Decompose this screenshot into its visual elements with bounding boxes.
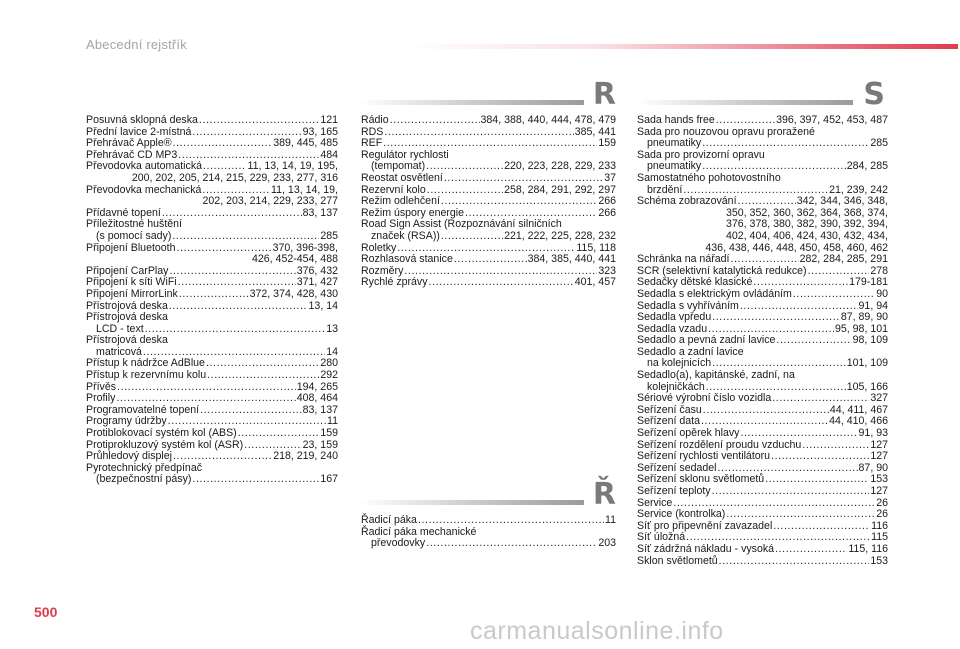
entry-pages: 159: [320, 427, 338, 440]
entry-pages: 278: [870, 264, 888, 277]
entry-label: Seřízení opěrek hlavy: [637, 427, 740, 440]
leader-dots: [390, 115, 480, 127]
entry-label: Service (kontrolka): [637, 508, 726, 521]
watermark: carmanualsonline.info: [470, 617, 724, 645]
entry-pages: 384, 388, 440, 444, 478, 479: [480, 114, 616, 126]
entry-label: Přístrojová deska: [86, 299, 168, 312]
entry-line: [86, 428, 338, 440]
entry-line: [361, 254, 616, 266]
entry-pages: 91, 93: [858, 427, 888, 440]
leader-dots: [765, 474, 869, 486]
entry-line: [361, 115, 616, 127]
leader-dots: [192, 474, 319, 486]
leader-dots: [719, 556, 870, 568]
entry-label: Převodovka mechanická: [86, 183, 202, 196]
entry-pages: 105, 166: [846, 380, 888, 393]
entry-pages: 11: [327, 415, 338, 428]
entry-label: Přídavné topení: [86, 206, 161, 219]
entry-heading: Sada pro provizorní opravu: [637, 148, 765, 161]
leader-dots: [200, 405, 302, 417]
entry-label: Rozměry: [361, 264, 404, 277]
entry-pages-continued: 350, 352, 360, 362, 364, 368, 374,: [726, 206, 888, 219]
entry-heading: Road Sign Assist (Rozpoznávání silničních: [361, 218, 562, 231]
entry-label: Reostat osvětlení: [361, 171, 443, 184]
entry-heading: Sada pro nouzovou opravu proražené: [637, 125, 815, 138]
index-entry: [86, 289, 338, 301]
entry-pages: 194, 265: [296, 380, 338, 393]
entry-line: [637, 544, 888, 556]
leader-dots: [773, 521, 870, 533]
entry-pages: 83, 137: [302, 206, 338, 219]
entry-pages: 389, 445, 485: [273, 137, 338, 150]
index-entry: [86, 219, 338, 242]
entry-label: Seřízení rozdělení proudu vzduchu: [637, 438, 802, 451]
entry-pages: 280: [320, 357, 338, 370]
index-entry: [86, 185, 338, 208]
entry-label: Sedadla vzadu: [637, 322, 708, 335]
entry-pages: 372, 374, 428, 430: [249, 287, 338, 300]
entry-pages: 115, 118: [576, 241, 616, 254]
entry-pages: 179-181: [849, 276, 888, 289]
index-entry: [361, 277, 616, 289]
entry-pages: 370, 396-398,: [272, 241, 338, 254]
entry-label: Schéma zobrazování: [637, 195, 737, 208]
leader-dots: [145, 324, 326, 336]
leader-dots: [712, 486, 870, 498]
entry-pages: 258, 284, 291, 292, 297: [504, 183, 616, 196]
index-entry: [361, 115, 616, 127]
entry-pages: 95, 98, 101: [834, 322, 888, 335]
entry-label: LCD - text: [96, 322, 144, 335]
index-entry: [361, 150, 616, 173]
entry-label: Seřízení času: [637, 403, 702, 416]
entry-label: Síť úložná: [637, 531, 686, 544]
index-column-2b: [361, 515, 616, 550]
index-entry: [86, 463, 338, 486]
entry-pages: 11, 13, 14, 19, 195,: [247, 160, 338, 173]
index-entry: [361, 527, 616, 550]
leader-dots: [454, 254, 527, 266]
leader-dots: [730, 254, 798, 266]
entry-label: Sedadla s vyhříváním: [637, 299, 739, 312]
entry-pages-continued: 202, 203, 214, 229, 233, 277: [202, 195, 338, 208]
leader-dots: [238, 428, 320, 440]
entry-pages: 167: [320, 473, 338, 486]
entry-line: [637, 196, 888, 208]
entry-pages: 484: [320, 148, 338, 161]
entry-pages-continued: 200, 202, 205, 214, 215, 229, 233, 277, 316: [131, 171, 338, 184]
section-heading-s: [637, 77, 885, 112]
entry-label: Schránka na nářadí: [637, 253, 730, 266]
entry-label: Přehrávač CD MP3: [86, 148, 178, 161]
leader-dots: [426, 538, 597, 550]
index-entry: [361, 515, 616, 527]
index-column-1: [86, 115, 338, 486]
entry-line: [637, 556, 888, 568]
entry-label: Režim odlehčení: [361, 195, 440, 208]
entry-heading: Přístrojová deska: [86, 311, 168, 324]
entry-line: [361, 196, 616, 208]
entry-pages: 26: [876, 496, 888, 509]
entry-pages: 127: [870, 450, 888, 463]
entry-label: Seřízení data: [637, 415, 701, 428]
leader-dots: [199, 115, 319, 127]
entry-label: Přehrávač Apple®: [86, 137, 172, 150]
entry-pages: 14: [326, 345, 338, 358]
entry-pages: 83, 137: [302, 403, 338, 416]
entry-label: Přívěs: [86, 380, 117, 393]
entry-line: [361, 538, 616, 550]
index-entry: [86, 370, 338, 382]
leader-dots: [775, 544, 847, 556]
entry-pages: 396, 397, 452, 453, 487: [776, 114, 888, 126]
leader-dots: [716, 115, 775, 127]
entry-label: převodovky: [371, 537, 426, 550]
entry-label: Service: [637, 496, 673, 509]
entry-label: Přístup k nádržce AdBlue: [86, 357, 205, 370]
entry-label: Sedadla vpředu: [637, 311, 712, 324]
leader-dots: [384, 127, 573, 139]
entry-pages: 285: [320, 229, 338, 242]
entry-label: Protiprokluzový systém kol (ASR): [86, 438, 244, 451]
entry-label: Sada hands free: [637, 114, 715, 126]
entry-pages: 116: [871, 519, 888, 532]
entry-label: matricová: [96, 345, 142, 358]
entry-label: Sériové výrobní číslo vozidla: [637, 392, 772, 405]
entry-pages: 101, 109: [846, 357, 888, 370]
entry-pages: 220, 223, 228, 229, 233: [504, 160, 616, 173]
index-entry: [637, 347, 888, 370]
entry-line: [637, 254, 888, 266]
entry-label: Seřízení sedadel: [637, 461, 717, 474]
entry-label: Seřízení sklonu světlometů: [637, 473, 765, 486]
entry-label: Sedačky dětské klasické: [637, 276, 753, 289]
leader-dots: [207, 370, 319, 382]
index-entry: [86, 335, 338, 358]
entry-label: Rezervní kolo: [361, 183, 426, 196]
leader-dots: [441, 196, 597, 208]
leader-dots: [802, 440, 869, 452]
section-rule: [637, 100, 853, 105]
entry-line: [637, 289, 888, 301]
entry-label: Síť pro připevnění zavazadel: [637, 519, 773, 532]
entry-line: [361, 277, 616, 289]
entry-pages: 13: [326, 322, 338, 335]
section-letter: R: [592, 77, 616, 112]
entry-label: Síť zádržná nákladu - vysoká: [637, 542, 775, 555]
header-accent-bar: [400, 44, 958, 49]
leader-dots: [173, 138, 273, 150]
entry-line: [637, 312, 888, 324]
entry-label: REF: [361, 137, 383, 150]
entry-label: Rychlé zprávy: [361, 276, 428, 289]
leader-dots: [793, 289, 875, 301]
entry-label: Posuvná sklopná deska: [86, 114, 198, 126]
index-entry: [637, 196, 888, 254]
entry-label: Sedadlo a pevná zadní lavice: [637, 334, 776, 347]
index-entry: [86, 161, 338, 184]
leader-dots: [206, 358, 319, 370]
entry-label: Sedadla s elektrickým ovládáním: [637, 287, 792, 300]
entry-pages: 93, 165: [302, 125, 338, 138]
entry-label: Programy údržby: [86, 415, 167, 428]
entry-pages: 292: [320, 369, 338, 382]
entry-pages: 127: [870, 485, 888, 497]
entry-line: [86, 289, 338, 301]
entry-pages: 115: [871, 531, 888, 544]
entry-label: Přístup k rezervnímu kolu: [86, 369, 207, 382]
leader-dots: [740, 428, 857, 440]
index-entry: [361, 173, 616, 185]
leader-dots: [740, 301, 858, 313]
entry-label: Programovatelné topení: [86, 403, 200, 416]
entry-pages: 44, 410, 466: [829, 415, 888, 428]
entry-pages: 203: [598, 537, 616, 550]
entry-label: Rádio: [361, 114, 389, 126]
leader-dots: [117, 382, 296, 394]
entry-pages: 153: [870, 473, 888, 486]
leader-dots: [441, 231, 503, 243]
entry-label: RDS: [361, 125, 384, 138]
entry-label: Přední lavice 2-místná: [86, 125, 192, 138]
entry-pages: 266: [598, 195, 616, 208]
entry-label: pneumatiky: [647, 160, 702, 173]
leader-dots: [712, 312, 840, 324]
section-rule: [360, 500, 584, 505]
index-entry: [637, 127, 888, 150]
entry-heading: Pyrotechnický předpínač: [86, 461, 203, 474]
index-entry: [361, 219, 616, 242]
index-entry: [361, 254, 616, 266]
entry-label: značek (RSA)): [371, 229, 440, 242]
entry-pages: 282, 284, 285, 291: [799, 253, 888, 266]
entry-line: [637, 428, 888, 440]
leader-dots: [162, 208, 302, 220]
index-entry: [86, 428, 338, 440]
entry-pages-continued: 376, 378, 380, 382, 390, 392, 394,: [726, 218, 888, 231]
entry-heading: Příležitostné huštění: [86, 218, 182, 231]
index-entry: [637, 370, 888, 393]
entry-pages: 401, 457: [574, 276, 616, 289]
entry-line: [361, 231, 616, 243]
section-rule: [360, 100, 584, 105]
section-heading-r-caron: [360, 477, 616, 512]
entry-pages-continued: 436, 438, 446, 448, 450, 458, 460, 462: [705, 241, 888, 254]
entry-pages: 285: [870, 137, 888, 150]
entry-pages: 342, 344, 346, 348,: [796, 195, 888, 208]
index-entry: [86, 312, 338, 335]
entry-pages: 23, 159: [302, 438, 338, 451]
entry-line: [637, 486, 888, 498]
entry-heading: Regulátor rychlosti: [361, 148, 449, 161]
index-entry: [637, 486, 888, 498]
entry-pages: 11: [605, 514, 616, 526]
entry-label: Rozhlasová stanice: [361, 253, 453, 266]
entry-label: SCR (selektivní katalytická redukce): [637, 264, 807, 277]
entry-label: (bezpečnostní pásy): [96, 473, 192, 486]
entry-pages: 327: [870, 392, 888, 405]
leader-dots: [429, 277, 574, 289]
index-entry: [637, 254, 888, 266]
index-column-2: [361, 115, 616, 289]
entry-pages: 371, 427: [296, 276, 338, 289]
entry-heading: Přístrojová deska: [86, 334, 168, 347]
entry-pages: 11, 13, 14, 19,: [271, 183, 338, 196]
entry-pages: 115, 116: [848, 542, 888, 555]
entry-pages: 284, 285: [846, 160, 888, 173]
entry-pages-continued: 402, 404, 406, 424, 430, 432, 434,: [726, 229, 888, 242]
entry-label: Profily: [86, 392, 116, 405]
section-letter: S: [863, 77, 885, 112]
entry-label: pneumatiky: [647, 137, 702, 150]
entry-heading: Samostatného pohotovostního: [637, 171, 781, 184]
entry-pages: 37: [604, 171, 616, 184]
index-entry: [637, 289, 888, 301]
entry-pages: 91, 94: [858, 299, 888, 312]
index-entry: [361, 196, 616, 208]
leader-dots: [179, 289, 249, 301]
entry-line: [86, 115, 338, 127]
entry-pages: 153: [870, 554, 888, 567]
entry-label: Řadicí páka: [361, 514, 417, 526]
entry-pages: 376, 432: [296, 264, 338, 277]
index-entry: [86, 115, 338, 127]
entry-label: Připojení k síti WiFi: [86, 276, 177, 289]
entry-pages: 26: [876, 508, 888, 521]
entry-pages: 87, 89, 90: [840, 311, 888, 324]
leader-dots: [771, 451, 869, 463]
entry-pages: 221, 222, 225, 228, 232: [504, 229, 616, 242]
entry-pages-continued: 426, 452-454, 488: [251, 253, 338, 266]
entry-label: Připojení MirrorLink: [86, 287, 178, 300]
leader-dots: [703, 405, 829, 417]
entry-label: Režim úspory energie: [361, 206, 465, 219]
section-heading-r: [360, 77, 616, 112]
index-entry: [637, 428, 888, 440]
entry-heading: Sedadlo a zadní lavice: [637, 345, 744, 358]
leader-dots: [172, 231, 319, 243]
entry-heading: Řadicí páka mechanické: [361, 525, 477, 538]
index-entry: [361, 127, 616, 139]
entry-pages: 87, 90: [858, 461, 888, 474]
entry-label: (s pomocí sady): [96, 229, 172, 242]
leader-dots: [404, 266, 597, 278]
entry-pages: 159: [598, 137, 616, 150]
entry-label: kolejničkách: [647, 380, 705, 393]
section-letter: Ř: [592, 477, 616, 512]
entry-label: Sklon světlometů: [637, 554, 718, 567]
entry-pages: 266: [598, 206, 616, 219]
entry-label: na kolejnicích: [647, 357, 712, 370]
entry-pages: 127: [870, 438, 888, 451]
entry-label: (tempomat): [371, 160, 426, 173]
page-number: 500: [34, 604, 58, 620]
entry-line: [86, 474, 338, 486]
entry-pages: 44, 411, 467: [829, 403, 888, 416]
entry-heading: Sedadlo(a), kapitánské, zadní, na: [637, 369, 795, 382]
entry-label: Seřízení rychlosti ventilátoru: [637, 450, 771, 463]
entry-label: Připojení Bluetooth: [86, 241, 176, 254]
entry-pages: 408, 464: [296, 392, 338, 405]
entry-pages: 121: [320, 114, 338, 126]
entry-line: [637, 115, 888, 127]
index-entry: [637, 556, 888, 568]
index-entry: [637, 544, 888, 556]
entry-label: brzdění: [647, 183, 683, 196]
index-entry: [637, 312, 888, 324]
entry-pages: 384, 385, 440, 441: [527, 253, 616, 266]
entry-label: Protiblokovací systém kol (ABS): [86, 427, 237, 440]
entry-label: Roletky: [361, 241, 397, 254]
index-entry: [637, 173, 888, 196]
entry-pages: 21, 239, 242: [829, 183, 888, 196]
entry-pages: 218, 219, 240: [273, 450, 338, 463]
leader-dots: [444, 173, 603, 185]
entry-pages: 323: [598, 264, 616, 277]
entry-line: [86, 231, 338, 243]
entry-pages: 13, 14: [308, 299, 338, 312]
index-entry: [86, 243, 338, 266]
entry-line: [361, 515, 616, 527]
entry-label: Převodovka automatická: [86, 160, 203, 173]
entry-line: [361, 173, 616, 185]
index-column-3: [637, 115, 888, 567]
entry-label: Seřízení teploty: [637, 485, 711, 497]
entry-pages: 98, 109: [852, 334, 888, 347]
leader-dots: [738, 196, 796, 208]
entry-line: [86, 370, 338, 382]
leader-dots: [776, 335, 851, 347]
index-entry: [637, 150, 888, 173]
entry-label: Průhledový displej: [86, 450, 172, 463]
entry-pages: 385, 441: [574, 125, 616, 138]
header-title: Abecední rejstřík: [86, 37, 187, 52]
leader-dots: [169, 301, 308, 313]
leader-dots: [418, 515, 604, 527]
index-entry: [637, 115, 888, 127]
entry-pages: 90: [876, 287, 888, 300]
entry-label: Připojení CarPlay: [86, 264, 169, 277]
entry-line: [361, 127, 616, 139]
leader-dots: [169, 266, 295, 278]
